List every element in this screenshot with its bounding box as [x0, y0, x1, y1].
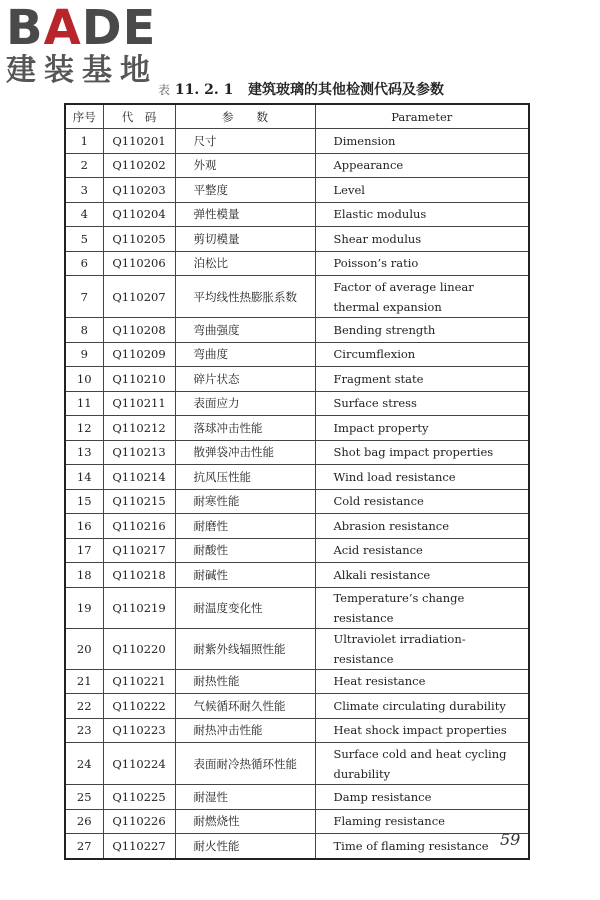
table-row: [65, 563, 529, 588]
row-number: 21: [65, 669, 103, 694]
table-row: [65, 465, 529, 490]
table-row: [65, 809, 529, 834]
table-row: [65, 440, 529, 465]
row-param-zh: 耐热性能: [175, 669, 315, 694]
row-number: 22: [65, 694, 103, 719]
row-param-zh: 气候循环耐久性能: [175, 694, 315, 719]
parameter-table: [64, 103, 530, 860]
row-code: Q110207: [103, 276, 175, 318]
row-param-en: Climate circulating durability: [315, 694, 529, 719]
row-code: Q110218: [103, 563, 175, 588]
row-param-zh: 碎片状态: [175, 367, 315, 392]
row-param-zh: 耐酸性: [175, 538, 315, 563]
table-row: [65, 129, 529, 154]
row-number: 2: [65, 153, 103, 178]
row-param-en: Circumflexion: [315, 342, 529, 367]
table-row: [65, 489, 529, 514]
row-param-en: Flaming resistance: [315, 809, 529, 834]
row-number: 4: [65, 202, 103, 227]
row-param-zh: 耐湿性: [175, 785, 315, 810]
row-param-en: Impact property: [315, 416, 529, 441]
row-number: 17: [65, 538, 103, 563]
row-param-en: Damp resistance: [315, 785, 529, 810]
row-param-zh: 耐火性能: [175, 834, 315, 859]
row-number: 23: [65, 718, 103, 743]
row-param-en: Fragment state: [315, 367, 529, 392]
row-number: 24: [65, 743, 103, 785]
row-param-en: Poisson’s ratio: [315, 251, 529, 276]
row-code: Q110217: [103, 538, 175, 563]
caption-number: 11. 2. 1: [174, 82, 234, 98]
header-parameter-en: Parameter: [315, 104, 529, 129]
row-param-zh: 平均线性热膨胀系数: [175, 276, 315, 318]
row-code: Q110222: [103, 694, 175, 719]
row-number: 13: [65, 440, 103, 465]
table-caption: [158, 79, 444, 99]
row-param-zh: 耐燃烧性: [175, 809, 315, 834]
logo-subtitle: 建装基地: [6, 53, 158, 88]
row-code: Q110219: [103, 587, 175, 628]
row-param-en: Surface cold and heat cycling durability: [315, 743, 529, 785]
row-param-zh: 尺寸: [175, 129, 315, 154]
row-param-en: Elastic modulus: [315, 202, 529, 227]
caption-title: 建筑玻璃的其他检测代码及参数: [247, 82, 444, 98]
row-code: Q110226: [103, 809, 175, 834]
row-number: 6: [65, 251, 103, 276]
row-param-en: Surface stress: [315, 391, 529, 416]
row-param-en: Dimension: [315, 129, 529, 154]
row-param-en: Heat shock impact properties: [315, 718, 529, 743]
row-param-zh: 耐碱性: [175, 563, 315, 588]
table-row: [65, 669, 529, 694]
row-param-en: Acid resistance: [315, 538, 529, 563]
row-param-en: Time of flaming resistance: [315, 834, 529, 859]
caption-prefix: 表: [158, 83, 171, 97]
row-param-en: Bending strength: [315, 318, 529, 343]
row-number: 5: [65, 227, 103, 252]
table-row: [65, 628, 529, 669]
table-row: [65, 587, 529, 628]
row-code: Q110203: [103, 178, 175, 203]
row-param-zh: 抗风压性能: [175, 465, 315, 490]
row-number: 18: [65, 563, 103, 588]
row-number: 15: [65, 489, 103, 514]
row-number: 11: [65, 391, 103, 416]
table-row: [65, 251, 529, 276]
row-param-en: Abrasion resistance: [315, 514, 529, 539]
header-no: 序号: [65, 104, 103, 129]
row-param-en: Ultraviolet irradiation-resistance: [315, 628, 529, 669]
table-row: [65, 694, 529, 719]
row-code: Q110205: [103, 227, 175, 252]
row-number: 3: [65, 178, 103, 203]
table-row: [65, 342, 529, 367]
row-param-en: Temperature’s change resistance: [315, 587, 529, 628]
row-code: Q110204: [103, 202, 175, 227]
row-code: Q110201: [103, 129, 175, 154]
row-code: Q110202: [103, 153, 175, 178]
table-row: [65, 202, 529, 227]
row-code: Q110215: [103, 489, 175, 514]
row-number: 10: [65, 367, 103, 392]
row-param-zh: 弯曲度: [175, 342, 315, 367]
row-code: Q110223: [103, 718, 175, 743]
row-code: Q110206: [103, 251, 175, 276]
row-param-zh: 耐寒性能: [175, 489, 315, 514]
row-number: 25: [65, 785, 103, 810]
table-row: [65, 416, 529, 441]
table-row: [65, 153, 529, 178]
row-code: Q110210: [103, 367, 175, 392]
table-header-row: [65, 104, 529, 129]
logo-wordmark: BADE: [6, 0, 157, 56]
row-param-zh: 平整度: [175, 178, 315, 203]
row-code: Q110209: [103, 342, 175, 367]
row-number: 19: [65, 587, 103, 628]
row-number: 1: [65, 129, 103, 154]
table-row: [65, 743, 529, 785]
row-code: Q110214: [103, 465, 175, 490]
row-param-en: Alkali resistance: [315, 563, 529, 588]
row-number: 16: [65, 514, 103, 539]
row-number: 20: [65, 628, 103, 669]
row-number: 7: [65, 276, 103, 318]
row-param-en: Cold resistance: [315, 489, 529, 514]
row-param-en: Shear modulus: [315, 227, 529, 252]
header-param: 参 数: [175, 104, 315, 129]
row-param-zh: 弹性模量: [175, 202, 315, 227]
table-row: [65, 276, 529, 318]
row-code: Q110225: [103, 785, 175, 810]
table-row: [65, 785, 529, 810]
row-param-zh: 剪切模量: [175, 227, 315, 252]
row-param-en: Wind load resistance: [315, 465, 529, 490]
row-code: Q110220: [103, 628, 175, 669]
row-number: 27: [65, 834, 103, 859]
row-code: Q110213: [103, 440, 175, 465]
row-param-en: Heat resistance: [315, 669, 529, 694]
header-code: 代 码: [103, 104, 175, 129]
row-code: Q110212: [103, 416, 175, 441]
row-param-en: Factor of average linear thermal expansion: [315, 276, 529, 318]
row-param-zh: 外观: [175, 153, 315, 178]
row-number: 26: [65, 809, 103, 834]
table-row: [65, 318, 529, 343]
row-code: Q110227: [103, 834, 175, 859]
row-code: Q110224: [103, 743, 175, 785]
row-number: 12: [65, 416, 103, 441]
row-param-zh: 表面耐冷热循环性能: [175, 743, 315, 785]
table-body: [65, 129, 529, 859]
page-number: 59: [500, 830, 521, 849]
table-row: [65, 718, 529, 743]
row-param-en: Appearance: [315, 153, 529, 178]
row-code: Q110208: [103, 318, 175, 343]
row-param-zh: 弯曲强度: [175, 318, 315, 343]
row-code: Q110221: [103, 669, 175, 694]
row-param-en: Shot bag impact properties: [315, 440, 529, 465]
row-param-zh: 耐热冲击性能: [175, 718, 315, 743]
row-param-zh: 耐紫外线辐照性能: [175, 628, 315, 669]
table-row: [65, 227, 529, 252]
row-param-zh: 耐磨性: [175, 514, 315, 539]
table-row: [65, 834, 529, 859]
bade-logo: [6, 0, 181, 88]
table-row: [65, 391, 529, 416]
row-number: 14: [65, 465, 103, 490]
table-row: [65, 178, 529, 203]
table-row: [65, 538, 529, 563]
row-param-zh: 表面应力: [175, 391, 315, 416]
row-number: 9: [65, 342, 103, 367]
row-param-zh: 落球冲击性能: [175, 416, 315, 441]
row-param-zh: 泊松比: [175, 251, 315, 276]
row-param-zh: 散弹袋冲击性能: [175, 440, 315, 465]
row-number: 8: [65, 318, 103, 343]
row-param-en: Level: [315, 178, 529, 203]
row-code: Q110211: [103, 391, 175, 416]
table-row: [65, 514, 529, 539]
row-code: Q110216: [103, 514, 175, 539]
table-row: [65, 367, 529, 392]
row-param-zh: 耐温度变化性: [175, 587, 315, 628]
